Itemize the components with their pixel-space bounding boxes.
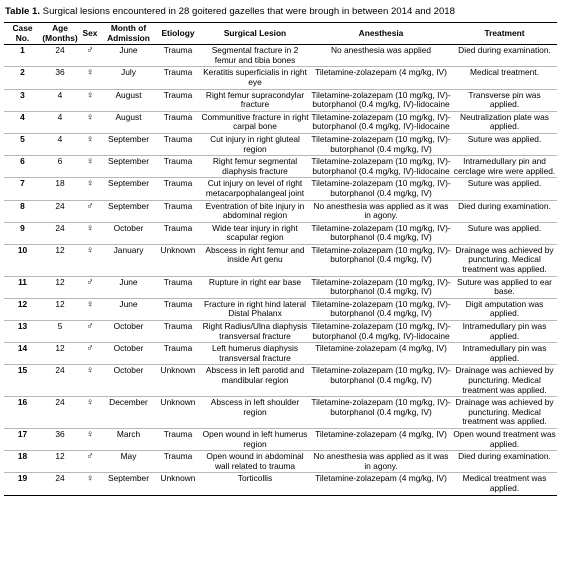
table-row xyxy=(4,321,557,343)
cell-case: 6 xyxy=(20,156,25,167)
cell-sex: ♀ xyxy=(86,473,94,485)
cell-case: 9 xyxy=(20,222,25,233)
cell-case: 18 xyxy=(17,451,28,462)
cell-month: October xyxy=(113,321,144,332)
cell-lesion: Communitive fracture in right carpal bone xyxy=(201,111,309,132)
cell-sex: ♀ xyxy=(86,298,94,310)
cell-treatment: Drainage was achieved by puncturing. Medical treatment was applied. xyxy=(455,244,554,275)
cell-anesthesia: Tiletamine-zolazepam (10 mg/kg, IV)-butorphanol (0.4 mg/kg, IV) xyxy=(311,298,451,319)
cell-lesion: Cut injury on level of right metacarpophalangeal joint xyxy=(205,178,305,198)
cell-month: September xyxy=(108,156,149,167)
table-row xyxy=(4,276,557,298)
table-row xyxy=(4,397,557,429)
cell-month: July xyxy=(121,67,136,78)
cell-lesion: Abscess in left parotid and mandibular region xyxy=(205,365,305,385)
cell-sex: ♀ xyxy=(86,111,94,123)
cell-sex: ♂ xyxy=(86,451,94,463)
cell-age: 12 xyxy=(55,451,65,462)
table-row xyxy=(4,200,557,222)
cell-anesthesia: Tiletamine-zolazepam (10 mg/kg, IV)-butorphanol (0.4 mg/kg, IV)-lidocaine xyxy=(311,89,451,110)
cell-treatment: Intramedullary pin was applied. xyxy=(462,321,547,341)
cell-sex: ♂ xyxy=(86,343,94,355)
cell-anesthesia: Tiletamine-zolazepam (4 mg/kg, IV) xyxy=(315,428,447,439)
cell-case: 2 xyxy=(20,67,25,78)
cell-treatment: Suture was applied. xyxy=(467,133,542,144)
cell-anesthesia: Tiletamine-zolazepam (10 mg/kg, IV)-butorphanol (0.4 mg/kg, IV) xyxy=(311,133,451,154)
cell-case: 8 xyxy=(20,200,25,211)
cell-month: June xyxy=(119,276,138,287)
cell-case: 1 xyxy=(20,45,25,56)
cell-anesthesia: Tiletamine-zolazepam (10 mg/kg, IV)-butorphanol (0.4 mg/kg, IV) xyxy=(311,222,451,243)
table-caption-label: Table 1. xyxy=(5,6,41,17)
cell-age: 24 xyxy=(55,365,65,376)
cell-month: October xyxy=(113,222,144,233)
table-row xyxy=(4,45,557,67)
table-header xyxy=(4,23,557,45)
cell-age: 36 xyxy=(55,428,65,439)
cell-age: 24 xyxy=(55,222,65,233)
cell-lesion: Rupture in right ear base xyxy=(208,276,302,287)
table-row xyxy=(4,365,557,397)
cell-anesthesia: Tiletamine-zolazepam (4 mg/kg, IV) xyxy=(315,67,447,78)
table-row xyxy=(4,473,557,495)
cell-month: October xyxy=(113,365,144,376)
cell-etiology: Trauma xyxy=(163,200,193,211)
cell-etiology: Unknown xyxy=(160,365,196,376)
cell-treatment: Transverse pin was applied. xyxy=(468,89,541,110)
cell-anesthesia: No anesthesia was applied xyxy=(330,45,432,56)
cell-lesion: Fracture in right hind lateral Distal Phalanx xyxy=(204,298,306,319)
cell-anesthesia: No anesthesia was applied as it was in agony. xyxy=(313,451,449,471)
cell-month: September xyxy=(108,200,149,211)
cell-anesthesia: Tiletamine-zolazepam (4 mg/kg, IV) xyxy=(315,473,447,484)
table-body xyxy=(4,45,557,495)
cell-sex: ♀ xyxy=(86,365,94,377)
cell-case: 3 xyxy=(20,89,25,100)
cell-case: 10 xyxy=(17,244,28,255)
cell-age: 24 xyxy=(55,473,65,484)
cell-treatment: Suture was applied to ear base. xyxy=(457,276,552,297)
table-row xyxy=(4,178,557,200)
cell-sex: ♀ xyxy=(86,67,94,79)
cell-age: 36 xyxy=(55,67,65,78)
cell-lesion: Eventration of bite injury in abdominal region xyxy=(205,200,305,221)
cell-month: August xyxy=(115,111,142,122)
cell-lesion: Segmental fracture in 2 femur and tibia bones xyxy=(211,45,299,65)
cell-sex: ♀ xyxy=(86,89,94,101)
cell-month: September xyxy=(108,133,149,144)
header-lesion: Surgical Lesion xyxy=(200,23,310,45)
cell-sex: ♂ xyxy=(86,321,94,333)
cell-anesthesia: Tiletamine-zolazepam (10 mg/kg, IV)-butorphanol (0.4 mg/kg, IV)-lidocaine xyxy=(311,111,451,132)
cell-etiology: Unknown xyxy=(160,473,196,484)
cell-etiology: Trauma xyxy=(163,178,193,189)
cell-sex: ♀ xyxy=(86,156,94,168)
cell-age: 4 xyxy=(57,111,63,122)
header-anesthesia: Anesthesia xyxy=(310,23,452,45)
cell-month: October xyxy=(113,343,144,354)
cell-anesthesia: Tiletamine-zolazepam (10 mg/kg, IV)-butorphanol (0.4 mg/kg, IV) xyxy=(311,178,451,198)
cell-lesion: Wide tear injury in right scapular region xyxy=(212,222,298,243)
cell-sex: ♂ xyxy=(86,276,94,288)
cell-month: September xyxy=(108,473,149,484)
cell-case: 14 xyxy=(17,343,28,354)
cell-etiology: Trauma xyxy=(163,428,193,439)
cell-etiology: Trauma xyxy=(163,45,193,56)
cell-sex: ♂ xyxy=(86,45,94,57)
cell-lesion: Left humerus diaphysis transversal fracture xyxy=(211,343,299,363)
cell-month: September xyxy=(108,178,149,189)
cell-etiology: Trauma xyxy=(163,156,193,167)
table-row xyxy=(4,428,557,450)
cell-case: 15 xyxy=(17,365,28,376)
cell-etiology: Trauma xyxy=(163,343,193,354)
cell-lesion: Cut injury in right gluteal region xyxy=(210,133,300,154)
cell-case: 12 xyxy=(17,298,28,309)
cell-treatment: Intramedullary pin was applied. xyxy=(462,343,547,363)
cell-treatment: Medical treatment. xyxy=(470,67,539,78)
cell-treatment: Intramedullary pin and cerclage wire were applied. xyxy=(453,156,556,176)
cell-treatment: Neutralization plate was applied. xyxy=(460,111,549,132)
cell-age: 24 xyxy=(55,397,65,408)
cell-lesion: Abscess in right femur and inside Art genu xyxy=(205,244,305,265)
cell-month: May xyxy=(120,451,137,462)
cell-lesion: Keratitis superficialis in right eye xyxy=(203,67,307,87)
cell-etiology: Trauma xyxy=(163,67,193,78)
cell-etiology: Trauma xyxy=(163,451,193,462)
header-row xyxy=(4,23,557,45)
header-case: Case No. xyxy=(4,23,41,45)
cell-lesion: Open wound in abdominal wall related to trauma xyxy=(206,451,304,471)
cell-lesion: Abscess in left shoulder region xyxy=(210,397,300,417)
table-row xyxy=(4,67,557,89)
cell-age: 4 xyxy=(57,89,63,100)
table-row xyxy=(4,111,557,133)
table-row xyxy=(4,451,557,473)
cell-etiology: Trauma xyxy=(163,276,193,287)
cell-anesthesia: No anesthesia was applied as it was in agony. xyxy=(313,200,449,221)
cell-sex: ♀ xyxy=(86,178,94,190)
cell-lesion: Open wound in left humerus region xyxy=(202,428,308,449)
cell-treatment: Died during examination. xyxy=(458,451,551,462)
header-treatment: Treatment xyxy=(452,23,557,45)
cell-case: 4 xyxy=(20,111,25,122)
cell-case: 19 xyxy=(17,473,28,484)
cell-etiology: Trauma xyxy=(163,222,193,233)
table-caption-text: Surgical lesions encountered in 28 goitered gazelles that were brough in between 2014 and 2018 xyxy=(40,6,455,17)
surgical-lesions-table xyxy=(4,22,557,496)
header-age: Age (Months) xyxy=(41,23,79,45)
cell-month: January xyxy=(113,244,144,255)
cell-etiology: Trauma xyxy=(163,298,193,309)
cell-age: 12 xyxy=(55,276,65,287)
cell-month: June xyxy=(119,45,138,56)
cell-month: December xyxy=(109,397,148,408)
table-row xyxy=(4,133,557,155)
cell-treatment: Suture was applied. xyxy=(467,222,542,233)
cell-treatment: Died during examination. xyxy=(458,45,551,56)
cell-sex: ♂ xyxy=(86,200,94,212)
cell-case: 16 xyxy=(17,397,28,408)
cell-etiology: Trauma xyxy=(163,111,193,122)
cell-month: June xyxy=(119,298,138,309)
cell-age: 4 xyxy=(57,133,63,144)
cell-age: 24 xyxy=(55,45,65,56)
cell-case: 5 xyxy=(20,133,25,144)
table-caption xyxy=(5,6,455,17)
cell-case: 11 xyxy=(18,276,27,287)
cell-etiology: Unknown xyxy=(160,397,196,408)
cell-case: 7 xyxy=(20,178,25,189)
cell-anesthesia: Tiletamine-zolazepam (10 mg/kg, IV)-butorphanol (0.4 mg/kg, IV) xyxy=(311,244,451,265)
cell-anesthesia: Tiletamine-zolazepam (10 mg/kg, IV)-butorphanol (0.4 mg/kg, IV) xyxy=(311,276,451,297)
header-month: Month of Admission xyxy=(101,23,156,45)
cell-anesthesia: Tiletamine-zolazepam (10 mg/kg, IV)-butorphanol (0.4 mg/kg, IV)-lidocaine xyxy=(311,321,451,341)
header-etiology: Etiology xyxy=(156,23,200,45)
cell-lesion: Right femur segmental diaphysis fracture xyxy=(212,156,298,176)
cell-treatment: Drainage was achieved by puncturing. Medical treatment was applied. xyxy=(455,365,554,395)
cell-sex: ♀ xyxy=(86,133,94,145)
cell-treatment: Open wound treatment was applied. xyxy=(453,428,556,449)
cell-treatment: Medical treatment was applied. xyxy=(462,473,547,493)
cell-age: 18 xyxy=(55,178,65,189)
cell-age: 6 xyxy=(57,156,63,167)
cell-treatment: Digit amputation was applied. xyxy=(465,298,544,319)
cell-sex: ♀ xyxy=(86,428,94,440)
cell-sex: ♀ xyxy=(86,397,94,409)
cell-etiology: Unknown xyxy=(160,244,196,255)
table-row xyxy=(4,89,557,111)
cell-month: March xyxy=(116,428,141,439)
cell-age: 12 xyxy=(55,343,65,354)
cell-anesthesia: Tiletamine-zolazepam (10 mg/kg, IV)-butorphanol (0.4 mg/kg, IV) xyxy=(311,397,451,417)
cell-treatment: Drainage was achieved by puncturing. Medical treatment was applied. xyxy=(455,397,554,427)
cell-age: 5 xyxy=(57,321,63,332)
cell-etiology: Trauma xyxy=(163,321,193,332)
cell-treatment: Suture was applied. xyxy=(467,178,542,189)
table-row xyxy=(4,222,557,244)
table-row xyxy=(4,244,557,276)
cell-lesion: Right Radius/Ulna diaphysis transversal fracture xyxy=(202,321,308,341)
header-sex: Sex xyxy=(79,23,101,45)
cell-anesthesia: Tiletamine-zolazepam (4 mg/kg, IV) xyxy=(315,343,447,354)
cell-lesion: Right femur supracondylar fracture xyxy=(205,89,305,110)
cell-age: 12 xyxy=(55,244,65,255)
table-row xyxy=(4,298,557,320)
cell-anesthesia: Tiletamine-zolazepam (10 mg/kg, IV)-butorphanol (0.4 mg/kg, IV) xyxy=(311,365,451,385)
cell-month: August xyxy=(115,89,142,100)
cell-etiology: Trauma xyxy=(163,133,193,144)
cell-age: 12 xyxy=(55,298,65,309)
cell-case: 17 xyxy=(17,428,28,439)
cell-anesthesia: Tiletamine-zolazepam (10 mg/kg, IV)-butorphanol (0.4 mg/kg, IV)-lidocaine xyxy=(311,156,451,176)
cell-age: 24 xyxy=(55,200,65,211)
cell-case: 13 xyxy=(17,321,28,332)
table-row xyxy=(4,156,557,178)
cell-sex: ♀ xyxy=(86,222,94,234)
cell-etiology: Trauma xyxy=(163,89,193,100)
cell-lesion: Torticollis xyxy=(237,473,273,484)
cell-sex: ♀ xyxy=(86,244,94,256)
table-row xyxy=(4,343,557,365)
cell-treatment: Died during examination. xyxy=(458,200,551,211)
